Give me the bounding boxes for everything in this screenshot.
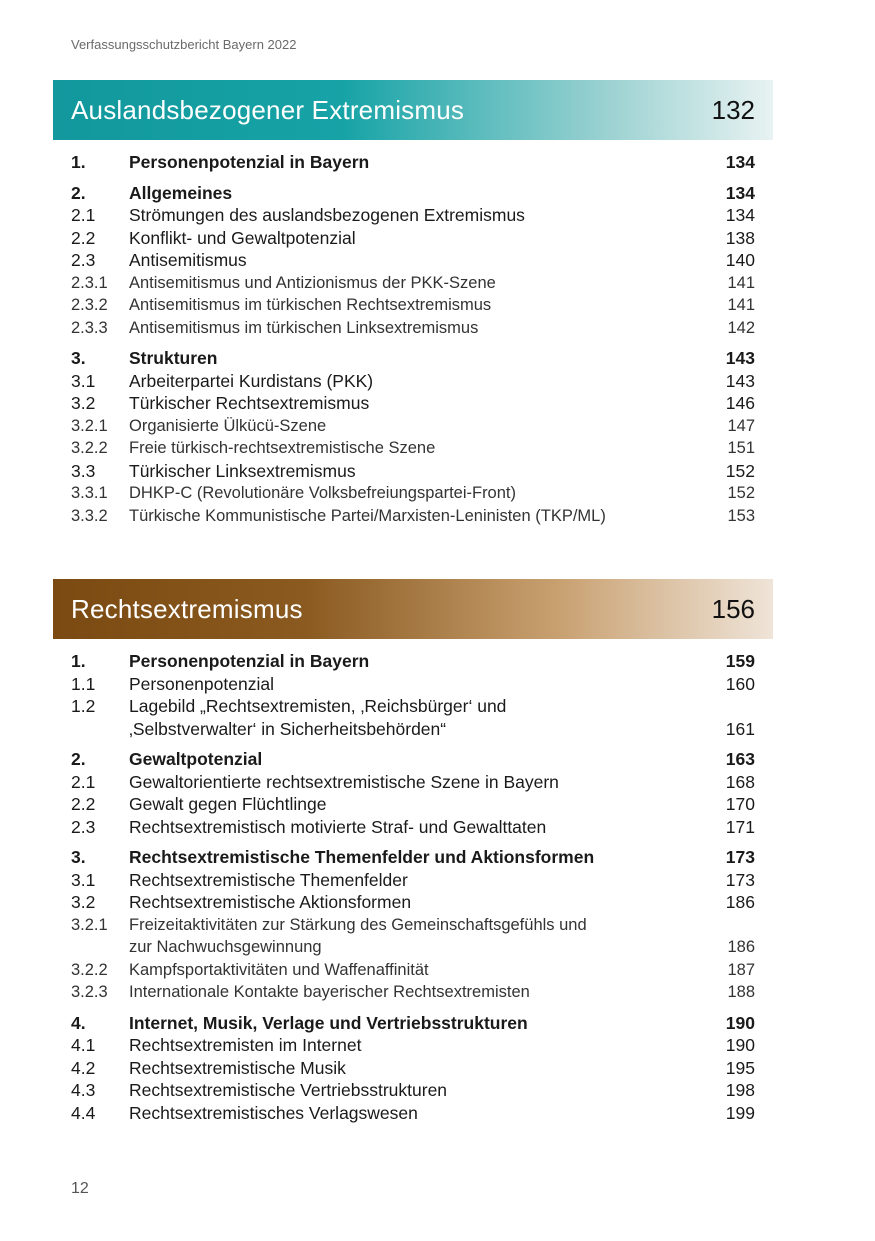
toc-entry-page: 170 (725, 794, 755, 814)
toc-entry-title: Internet, Musik, Verlage und Vertriebsstrukturen (129, 1012, 528, 1033)
toc-entry[interactable] (53, 151, 773, 174)
toc-group (53, 846, 773, 1004)
toc-entry-page: 134 (725, 182, 755, 203)
toc-entry-title: Lagebild „Rechtsextremisten, ‚Reichsbürger‘ und (129, 696, 507, 716)
toc-entry-page: 134 (725, 205, 755, 225)
toc-entry-number: 2.2 (71, 227, 96, 248)
toc-entry[interactable] (53, 1012, 773, 1035)
toc-entry-number: 1. (71, 152, 86, 172)
toc-entry-number: 2.3 (71, 250, 96, 270)
toc-entry-page: 168 (725, 771, 755, 792)
toc-entry[interactable] (53, 505, 773, 528)
toc-entry-page: 195 (725, 1057, 755, 1078)
toc-entry-page: 187 (727, 960, 755, 979)
toc-entry-number: 3.1 (71, 869, 96, 890)
toc-entry-number: 3.2.1 (71, 416, 108, 435)
toc-entry-page: 198 (725, 1080, 755, 1100)
toc-entry[interactable] (53, 317, 773, 340)
toc-entry-title: Personenpotenzial in Bayern (129, 651, 370, 671)
section-page-number: 156 (711, 593, 755, 624)
page-number: 12 (71, 1180, 89, 1197)
toc-group (53, 182, 773, 340)
toc-entry-number: 4. (71, 1012, 86, 1033)
toc-entry-page: 143 (725, 348, 755, 368)
toc-entry-title: Rechtsextremisten im Internet (129, 1035, 362, 1055)
toc-entry[interactable] (53, 204, 773, 227)
toc-entry-number: 2.2 (71, 794, 96, 814)
toc-entry[interactable] (53, 846, 773, 869)
toc-entry-page: 163 (725, 749, 755, 769)
toc-entry-title: Strömungen des auslandsbezogenen Extremismus (129, 205, 525, 225)
toc-group (53, 347, 773, 527)
toc-entry-page: 171 (725, 816, 755, 837)
toc-entry-title: Organisierte Ülkücü-Szene (129, 416, 327, 435)
toc-entry-number: 2.1 (71, 771, 96, 792)
toc-entry-number: 2.1 (71, 205, 96, 225)
toc-entry-title: Gewaltorientierte rechtsextremistische Szene in Bayern (129, 771, 559, 792)
toc-entry[interactable] (53, 182, 773, 205)
toc-entry-number: 2. (71, 182, 86, 203)
toc-entry-title: Türkischer Linksextremismus (129, 460, 356, 481)
toc-entry[interactable] (53, 959, 773, 982)
toc-entry[interactable] (53, 936, 773, 959)
toc-entry[interactable] (53, 272, 773, 295)
toc-entry-number: 3. (71, 348, 86, 368)
toc-entry-title: Rechtsextremistische Vertriebsstrukturen (129, 1080, 448, 1100)
toc-group (53, 1012, 773, 1125)
toc-entry-title: Antisemitismus und Antizionismus der PKK-Szene (129, 273, 496, 292)
section-title: Rechtsextremismus (71, 593, 303, 624)
toc-entry-title: Freie türkisch-rechtsextremistische Szene (129, 439, 436, 457)
toc-entry-number: 3.2 (71, 393, 96, 413)
toc-entry-number: 3.3.2 (71, 506, 108, 525)
toc-entry[interactable] (53, 1079, 773, 1102)
toc-entry-number: 2.3.2 (71, 296, 108, 314)
toc-entry-title: Rechtsextremistische Musik (129, 1057, 346, 1078)
toc-entry-page: 160 (725, 673, 755, 694)
toc-entry-number: 2.3.3 (71, 318, 108, 337)
toc-entry-page: 153 (727, 506, 755, 525)
toc-entry[interactable] (53, 695, 773, 718)
toc-entry[interactable] (53, 482, 773, 505)
section-page-number: 132 (711, 94, 755, 125)
toc-entry-number: 3.2.2 (71, 439, 108, 457)
toc-entry[interactable] (53, 460, 773, 483)
toc-entry-number: 3.2 (71, 892, 96, 912)
toc-entry-title: Allgemeines (129, 182, 233, 203)
toc-entry[interactable] (53, 793, 773, 816)
toc-entry-page: 188 (727, 983, 755, 1001)
toc-entry[interactable] (53, 816, 773, 839)
toc-entry-page: 142 (727, 318, 755, 337)
toc-entry[interactable] (53, 981, 773, 1004)
toc-entry-title: Freizeitaktivitäten zur Stärkung des Gemeinschaftsgefühls und (129, 915, 587, 934)
toc-entry-title: Rechtsextremistisch motivierte Straf- und Gewalttaten (129, 816, 547, 837)
toc-entry-page: 173 (725, 869, 755, 890)
toc-entry-title: Arbeiterpartei Kurdistans (PKK) (129, 370, 374, 391)
toc-entry-number: 3. (71, 847, 86, 867)
toc-entry-page: 199 (725, 1102, 755, 1123)
toc-entry-title: Rechtsextremistisches Verlagswesen (129, 1102, 418, 1123)
toc-entry[interactable] (53, 227, 773, 250)
toc-entry-title: Internationale Kontakte bayerischer Rechtsextremisten (129, 983, 530, 1001)
toc-entry-title: Kampfsportaktivitäten und Waffenaffinität (129, 960, 429, 979)
toc-entry-title: DHKP-C (Revolutionäre Volksbefreiungspartei-Front) (129, 484, 516, 502)
toc-entry-page: 186 (727, 938, 755, 956)
toc-entry-number: 3.2.3 (71, 983, 108, 1001)
toc-entry-number: 3.3.1 (71, 484, 108, 502)
toc-entry-title: Strukturen (129, 348, 218, 368)
toc-entry-title: zur Nachwuchsgewinnung (129, 938, 322, 956)
toc-entry[interactable] (53, 294, 773, 317)
toc-entry-number: 2.3 (71, 816, 96, 837)
toc-entry-page: 141 (727, 273, 755, 292)
toc-entry[interactable] (53, 392, 773, 415)
toc-entry[interactable] (53, 1057, 773, 1080)
toc-entry-title: Rechtsextremistische Themenfelder (129, 869, 408, 890)
toc-entry[interactable] (53, 437, 773, 460)
toc-entry-title: Antisemitismus im türkischen Linksextremismus (129, 318, 479, 337)
section-banner[interactable] (53, 80, 773, 140)
toc-entry-page: 152 (727, 484, 755, 502)
toc-entry-page: 147 (727, 416, 755, 435)
toc-entry-title: Personenpotenzial (129, 673, 274, 694)
toc-entry[interactable] (53, 1034, 773, 1057)
toc-entry-number: 2. (71, 749, 86, 769)
toc-entry-title: Antisemitismus (129, 250, 247, 270)
toc-entry-number: 1. (71, 651, 86, 671)
toc-entry[interactable] (53, 347, 773, 370)
toc-entry-number: 2.3.1 (71, 273, 108, 292)
toc-entry-title: Konflikt- und Gewaltpotenzial (129, 227, 356, 248)
toc-entry-title: Türkischer Rechtsextremismus (129, 393, 370, 413)
toc-entry[interactable] (53, 891, 773, 914)
toc-entry[interactable] (53, 370, 773, 393)
toc-entry-page: 152 (725, 460, 755, 481)
toc-entry-page: 134 (725, 152, 755, 172)
toc-section-rechtsextremismus (53, 579, 773, 1132)
toc-entry-number: 4.3 (71, 1080, 96, 1100)
toc-section-auslandsbezogener-extremismus (53, 80, 773, 535)
toc-entry-title: Türkische Kommunistische Partei/Marxisten-Leninisten (TKP/ML) (129, 506, 606, 525)
toc-entry[interactable] (53, 914, 773, 937)
section-banner[interactable] (53, 579, 773, 639)
toc-entry-number: 1.1 (71, 673, 96, 694)
toc-entry-title: Antisemitismus im türkischen Rechtsextremismus (129, 296, 492, 314)
toc-entry-title: ‚Selbstverwalter‘ in Sicherheitsbehörden“ (129, 718, 447, 739)
toc-entry[interactable] (53, 771, 773, 794)
toc-entry-page: 138 (725, 227, 755, 248)
toc-group (53, 650, 773, 740)
toc-entry[interactable] (53, 249, 773, 272)
toc-entry[interactable] (53, 869, 773, 892)
toc-entry-number: 3.2.1 (71, 915, 108, 934)
toc-entry[interactable] (53, 748, 773, 771)
toc-entry-title: Rechtsextremistische Themenfelder und Aktionsformen (129, 847, 595, 867)
toc-entry-number: 3.2.2 (71, 960, 108, 979)
toc-entry-title: Gewaltpotenzial (129, 749, 263, 769)
toc-entry[interactable] (53, 1102, 773, 1125)
toc-entry-title: Personenpotenzial in Bayern (129, 152, 370, 172)
toc-entry-number: 3.1 (71, 370, 96, 391)
section-title: Auslandsbezogener Extremismus (71, 94, 465, 125)
toc-entry-number: 1.2 (71, 696, 96, 716)
toc-list (53, 650, 773, 1124)
toc-entry-title: Gewalt gegen Flüchtlinge (129, 794, 327, 814)
toc-entry-number: 4.1 (71, 1035, 96, 1055)
toc-entry-page: 151 (727, 439, 755, 457)
toc-entry-page: 161 (725, 718, 755, 739)
toc-entry-page: 143 (725, 370, 755, 391)
toc-entry-number: 3.3 (71, 460, 96, 481)
toc-entry[interactable] (53, 673, 773, 696)
toc-entry[interactable] (53, 718, 773, 741)
toc-group (53, 151, 773, 174)
toc-entry-page: 190 (725, 1012, 755, 1033)
toc-entry-number: 4.4 (71, 1102, 96, 1123)
toc-entry-title: Rechtsextremistische Aktionsformen (129, 892, 412, 912)
toc-entry-page: 140 (725, 250, 755, 270)
running-head: Verfassungsschutzbericht Bayern 2022 (71, 37, 297, 52)
toc-entry-page: 146 (725, 393, 755, 413)
toc-entry-page: 186 (725, 892, 755, 912)
toc-entry-number: 4.2 (71, 1057, 96, 1078)
toc-entry-page: 190 (725, 1035, 755, 1055)
toc-entry[interactable] (53, 415, 773, 438)
toc-entry-page: 159 (725, 651, 755, 671)
toc-entry-page: 173 (725, 847, 755, 867)
toc-entry[interactable] (53, 650, 773, 673)
toc-group (53, 748, 773, 838)
toc-list (53, 151, 773, 527)
toc-entry-page: 141 (727, 296, 755, 314)
